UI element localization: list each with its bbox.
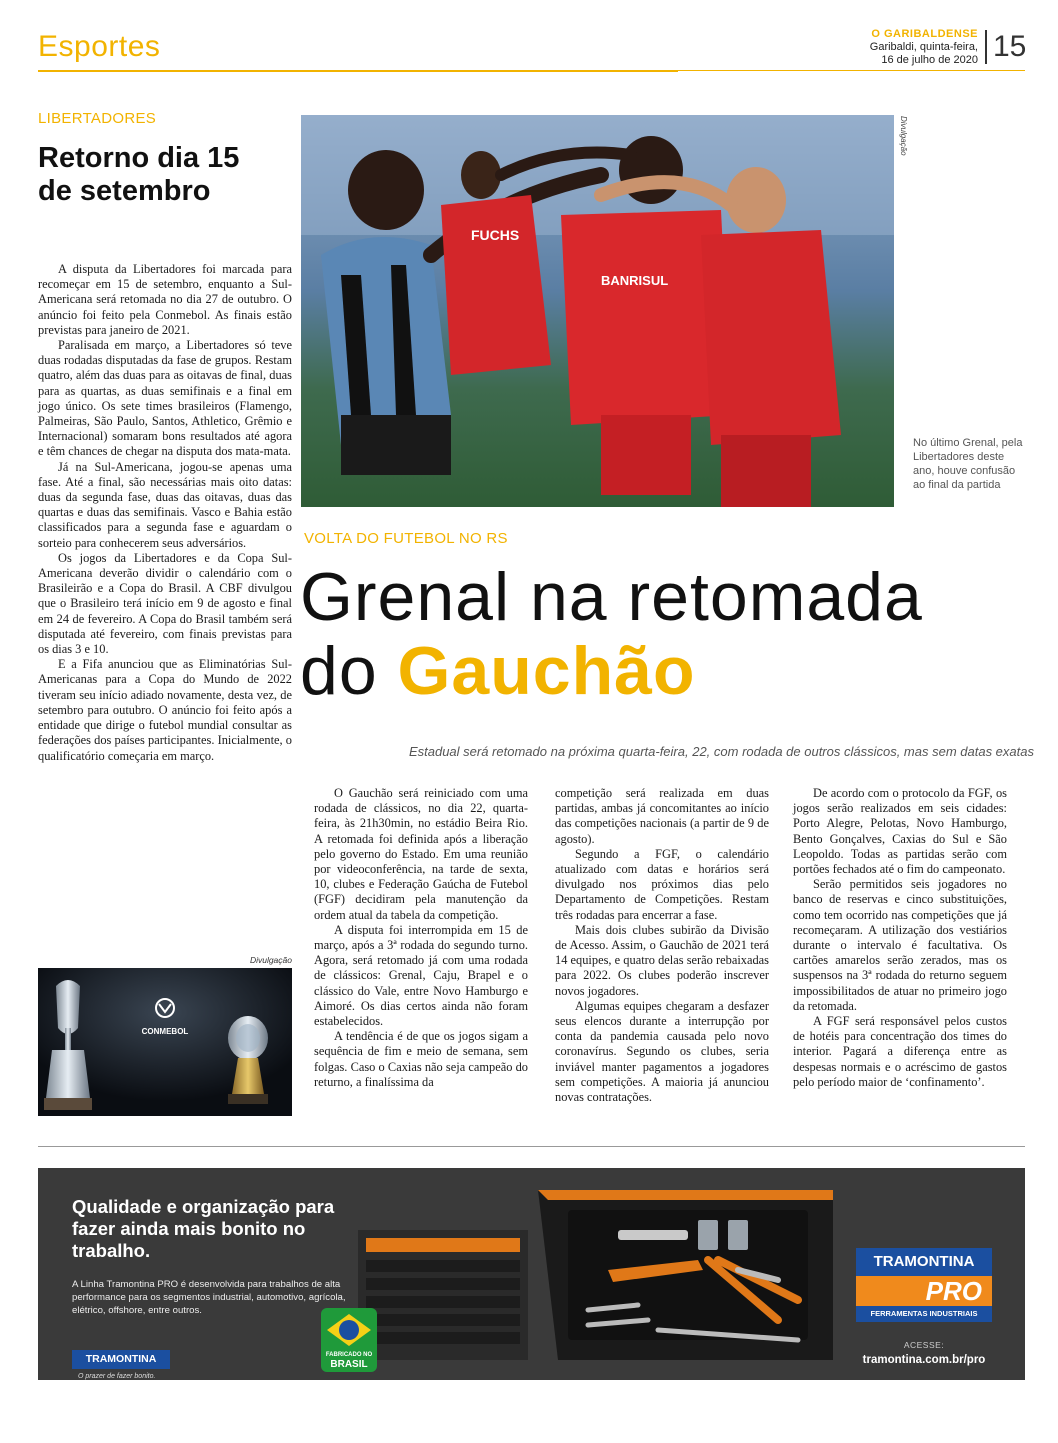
headline-prefix: do xyxy=(300,633,398,709)
jersey-text-1: FUCHS xyxy=(471,227,520,243)
page-number: 15 xyxy=(985,30,1026,64)
tramontina-logo: TRAMONTINA xyxy=(72,1350,170,1369)
main-subtitle: Estadual será retomado na próxima quarta-feira, 22, com rodada de outros clássicos, mas sem datas exatas xyxy=(408,744,1034,759)
jersey-text-2: BANRISUL xyxy=(601,273,669,288)
pro-logo-brand: TRAMONTINA xyxy=(856,1248,992,1276)
article-column-1 xyxy=(314,786,528,1090)
left-headline: Retorno dia 15 de setembro xyxy=(38,142,240,207)
left-article-body xyxy=(38,262,292,764)
paragraph: A disputa da Libertadores foi marcada para recomeçar em 15 de setembro, enquanto a Sul-Americana será retomada no dia 27 de outubro. O anúncio foi feito pela Conmebol. As finais estão previstas para janeiro de 2021. xyxy=(38,262,292,337)
trophy-photo-credit: Divulgação xyxy=(249,955,292,965)
paragraph: E a Fifa anunciou que as Eliminatórias Sul-Americanas para a Copa do Mundo de 2022 tiveram seu início adiado novamente, desta vez, de setembro para outubro. O anúncio foi feito após a entidade que dirige o futebol mundial consultar as federações dos países participantes. Inicialmente, o qualificatório começaria em março. xyxy=(38,657,292,763)
main-kicker: VOLTA DO FUTEBOL NO RS xyxy=(304,530,508,547)
left-kicker: LIBERTADORES xyxy=(38,110,157,127)
paragraph: De acordo com o protocolo da FGF, os jogos serão realizados em seis cidades: Porto Alegre, Pelotas, Novo Hamburgo, Bento Gonçalves, Caxias do Sul e São Leopoldo. Todas as partidas serão com portões fechados até o fim do campeonato. xyxy=(793,786,1007,877)
players-fight-illustration xyxy=(301,115,894,507)
trophies-illustration xyxy=(38,968,292,1116)
conmebol-logo: CONMEBOL xyxy=(141,1027,189,1036)
paragraph: Os jogos da Libertadores e da Copa Sul-Americana deverão dividir o calendário com o Brasileirão e a Copa do Brasil. A CBF divulgou que o Brasileiro terá início em 9 de agosto e final em 24 de fevereiro. A Copa do Brasil também será disputada até fevereiro, com finais previstas para os dias 3 e 10. xyxy=(38,550,292,657)
paragraph: Já na Sul-Americana, jogou-se apenas uma fase. Até a final, são necessárias mais oito datas: duas da segunda fase, duas das oitavas, duas das quartas e duas das semifinais. Vasco e Bahia estão classificados para a segunda fase e aguardam o sorteio para conhecerem seus adversários. xyxy=(38,459,292,550)
tool-cabinet-photo xyxy=(358,1190,833,1360)
paper-info xyxy=(870,28,978,67)
paragraph: Mais dois clubes subirão da Divisão de Acesso. Assim, o Gauchão de 2021 terá 14 equipes, e quatro delas serão rebaixadas para 2022. Os clubes poderão inscrever novos jogadores. xyxy=(555,922,769,998)
tramontina-advertisement[interactable] xyxy=(38,1168,1025,1380)
trophies-photo xyxy=(38,968,292,1116)
brasil-label: BRASIL xyxy=(330,1359,368,1370)
headline-line-2 xyxy=(300,634,1040,708)
tramontina-tagline: O prazer de fazer bonito. xyxy=(78,1373,156,1380)
pro-logo-pro: PRO xyxy=(856,1276,992,1306)
tools-illustration xyxy=(358,1190,833,1360)
ad-access-label: ACESSE: xyxy=(903,1340,945,1350)
made-in-label: FABRICADO NO xyxy=(325,1352,373,1358)
paragraph: Paralisada em março, a Libertadores só teve duas rodadas disputadas da fase de grupos. Restam quatro, além das duas para as oitavas de final, duas para as quartas, as duas semifinais e a final em jogo único. Os sete times brasileiros (Flamengo, Palmeiras, São Paulo, Santos, Athletico, Grêmio e Internacional) somaram bons resultados até agora e têm chances de chegar na disputa dos mata-mata. xyxy=(38,338,292,459)
made-in-brasil-badge xyxy=(321,1308,377,1372)
tramontina-pro-logo xyxy=(856,1248,992,1322)
dateline-2: 16 de julho de 2020 xyxy=(881,54,978,66)
ad-url-link[interactable]: tramontina.com.br/pro xyxy=(862,1354,986,1366)
headline-line-1: Grenal na retomada xyxy=(300,559,923,635)
ad-separator xyxy=(38,1146,1025,1147)
main-headline xyxy=(300,560,1040,708)
article-column-2 xyxy=(555,786,769,1105)
paragraph: A FGF será responsável pelos custos de hotéis para concentração dos times do interior. Pagará a diferença entre as despesas normais e o acréscimo de gastos pelo período maior de ‘confinamento’. xyxy=(793,1014,1007,1089)
paragraph: A disputa foi interrompida em 15 de março, após a 3ª rodada do segundo turno. Agora, será retomado já com uma rodada de clássicos: Grenal, Caju, Brapel e o clássico do Vale, entre Novo Hamburgo e Aimoré. Os dias certos ainda não foram estabelecidos. xyxy=(314,922,528,1029)
pro-logo-subtitle: FERRAMENTAS INDUSTRIAIS xyxy=(856,1306,992,1322)
paragraph: A tendência é de que os jogos sigam a sequência de fim e meio de semana, sem folgas. Caso o Caxias não seja campeão do returno, a finalíssima da xyxy=(314,1029,528,1089)
paragraph: Segundo a FGF, o calendário atualizado com datas e horários será divulgado nos próximos dias pelo Departamento de Competições. Restam três rodadas para encerrar a fase. xyxy=(555,846,769,922)
ad-body: A Linha Tramontina PRO é desenvolvida para trabalhos de alta performance para os segmentos industrial, automotivo, agrícola, elétrico, offshore, entre outros. xyxy=(72,1279,346,1316)
paragraph: Serão permitidos seis jogadores no banco de reservas e cinco substituições, como tem ocorrido nas competições que já recomeçaram. A utilização dos vestiários durante o intervalo é facultativa. Os cartões amarelos serão zerados, mas os suspensos na 3ª rodada do returno seguem impossibilitados de atuar no primeiro jogo da retomada. xyxy=(793,877,1007,1013)
ad-headline: Qualidade e organização para fazer ainda mais bonito no trabalho. xyxy=(72,1196,335,1261)
paper-name: O GARIBALDENSE xyxy=(871,28,978,40)
main-photo-credit: Divulgação xyxy=(899,116,908,156)
section-rule xyxy=(38,70,678,72)
article-column-3 xyxy=(793,786,1007,1090)
main-photo-caption: No último Grenal, pela Libertadores deste ano, houve confusão ao final da partida xyxy=(913,437,1023,491)
main-photo xyxy=(301,115,894,507)
paragraph: competição será realizada em duas partidas, ambas já concomitantes ao início das competições nacionais (a partir de 9 de agosto). xyxy=(555,786,769,846)
paragraph: O Gauchão será reiniciado com uma rodada de clássicos, no dia 22, quarta-feira, às 21h30min, no estádio Beira Rio. A retomada foi definida após a liberação pelo governo do Estado. Em uma reunião por videoconferência, na tarde de sexta, 10, clubes e Federação Gaúcha de Futebol (FGF) decidiram pela manutenção da ordem atual da tabela da competição. xyxy=(314,786,528,922)
headline-accent: Gauchão xyxy=(397,633,696,709)
paragraph: Algumas equipes chegaram a desfazer seus elencos durante a interrupção por conta da pandemia causada pelo novo coronavírus. Segundo os clubes, seria inviável manter pagamentos a jogadores sem competições. A maioria já anunciou novas contratações. xyxy=(555,998,769,1105)
header-rule xyxy=(670,70,1025,71)
section-title: Esportes xyxy=(38,30,161,63)
dateline-1: Garibaldi, quinta-feira, xyxy=(869,41,978,53)
